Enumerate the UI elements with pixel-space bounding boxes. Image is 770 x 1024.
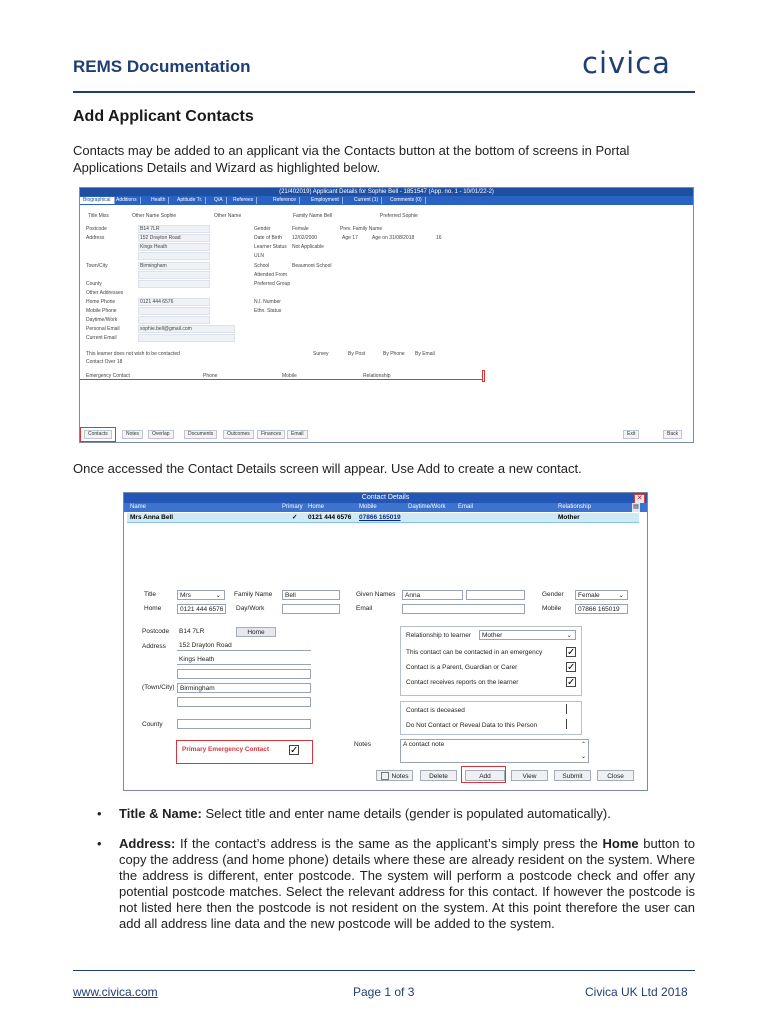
gender-label: Gender (542, 591, 564, 598)
col-primary[interactable]: Primary (282, 504, 303, 510)
documents-button[interactable]: Documents (184, 430, 217, 439)
bullet-dot-icon: • (97, 806, 102, 821)
list-item (97, 806, 695, 822)
footer-company: Civica UK Ltd 2018 (585, 985, 688, 999)
contact-email[interactable]: By Email (415, 351, 435, 357)
contacts-col-emergency: Emergency Contact (86, 373, 130, 379)
tab-health[interactable]: Health (148, 197, 169, 204)
table-row[interactable] (127, 513, 639, 523)
delete-button[interactable]: Delete (420, 770, 457, 781)
val-address-2: Kings Heath (140, 244, 168, 250)
address-line-3[interactable] (177, 669, 311, 679)
input-town-2[interactable] (138, 271, 210, 279)
intro-paragraph: Contacts may be added to an applicant via the Contacts button at the bottom of screens in Portal Applications Details and Wizard as highlighted below. (73, 143, 630, 175)
tab-qa[interactable]: Q/A (211, 197, 227, 204)
primary-contact-checkbox[interactable]: ✓ (290, 745, 299, 756)
lbl-learner-status: Learner Status (254, 244, 287, 250)
lbl-school: School (254, 263, 270, 269)
lbl-current-email: Current Email (86, 335, 117, 341)
email-label: Email (356, 605, 373, 612)
contacts-grid-header (124, 503, 647, 512)
title-value: Mrs (180, 592, 191, 599)
col-mobile[interactable]: Mobile (359, 504, 377, 510)
overlap-button[interactable]: Overlap (148, 430, 174, 439)
exit-button[interactable]: Exit (623, 430, 639, 439)
val-age-on: 16 (436, 235, 442, 241)
opt-parent-checkbox[interactable]: ✓ (567, 662, 576, 673)
close-button[interactable]: Close (597, 770, 634, 781)
finances-button[interactable]: Finances (257, 430, 285, 439)
val-learner-status: Not Applicable (292, 244, 324, 250)
address-line-2-value: Kings Heath (179, 656, 215, 663)
family-name-label: Family Name (234, 591, 273, 598)
val-personal-email: sophie.bell@gmail.com (140, 326, 192, 332)
contact-phone[interactable]: By Phone (383, 351, 405, 357)
applicant-tab-bar (80, 196, 693, 205)
add-button-highlight (461, 766, 506, 783)
chevron-down-icon: ⌄ (566, 632, 572, 639)
lbl-mobile-phone: Mobile Phone (86, 308, 117, 314)
relationship-label: Relationship to learner (406, 632, 472, 639)
given-names-label: Given Names (356, 591, 396, 598)
val-home-phone: 0121 444 6576 (140, 299, 174, 305)
footer-divider (73, 970, 695, 971)
deceased-checkbox[interactable] (566, 704, 567, 714)
daytime-input[interactable] (282, 604, 340, 614)
tab-comments[interactable]: Comments (0) (387, 197, 426, 204)
given-names-input[interactable] (402, 590, 463, 600)
given-names-input-2[interactable] (466, 590, 525, 600)
bullet-text-b: button to copy the address (and home phone) details where these are already resident on the system. Where the address is different, enter postcode. The system will perform a postcode check and offer any potential postcode matches. Select the relevant address for this contact. If however the postcode is not listed here then the postcode is not resident on the system. At this point therefore the user can add all address line data and the new postcode will be added to the system. (119, 836, 695, 931)
contacts-highlight-edge (482, 370, 485, 382)
col-email[interactable]: Email (458, 504, 474, 510)
given-names-value: Anna (405, 592, 421, 599)
lbl-uln: ULN (254, 253, 265, 259)
tab-reference[interactable]: Reference (270, 197, 300, 204)
scroll-up-icon[interactable]: ⌃ (580, 742, 586, 748)
lbl-postcode: Postcode (86, 226, 107, 232)
town-value: Birmingham (180, 685, 215, 692)
submit-button[interactable]: Submit (554, 770, 591, 781)
contacts-col-relationship: Relationship (363, 373, 391, 379)
val-address-1: 152 Drayton Road (140, 235, 181, 241)
tab-additions[interactable]: Additions (113, 197, 141, 204)
row-relationship: Mother (558, 514, 580, 521)
notes-label: Notes (354, 741, 371, 748)
field-title: Title Miss (88, 213, 109, 219)
notes-button-label: Notes (391, 773, 409, 780)
address-line-1-value: 152 Drayton Road (179, 642, 232, 649)
row-primary-check-icon: ✓ (292, 514, 298, 521)
val-dob: 12/02/2000 (292, 235, 318, 241)
town-input-2[interactable] (177, 697, 311, 707)
bullet-text: Select title and enter name details (gender is populated automatically). (201, 806, 611, 821)
town-input[interactable] (177, 683, 311, 693)
mobile-input[interactable] (575, 604, 628, 614)
notes-button-icon (381, 772, 389, 780)
val-postcode: B14 7LR (140, 226, 160, 232)
bullet-term: Address: (119, 836, 176, 851)
input-daytime[interactable] (138, 316, 210, 324)
relationship-value: Mother (482, 632, 503, 639)
tab-current[interactable]: Current (1) (351, 197, 382, 204)
chevron-down-icon: ⌄ (215, 592, 221, 599)
row-name: Mrs Anna Bell (130, 514, 174, 521)
tab-referees[interactable]: Referees (230, 197, 257, 204)
title-label: Title (144, 591, 157, 598)
lbl-county: County (86, 281, 102, 287)
close-icon[interactable]: ✕ (634, 494, 645, 504)
opt-reports-checkbox[interactable]: ✓ (567, 677, 576, 688)
document-header-title: REMS Documentation (73, 57, 251, 76)
notes-button[interactable]: Notes (122, 430, 143, 439)
county-input[interactable] (177, 719, 311, 729)
contact-details-screenshot (123, 492, 648, 791)
footer-website (73, 985, 158, 999)
col-daytime[interactable]: Daytime/Work (408, 504, 446, 510)
lbl-attended-from: Attended From (254, 272, 288, 278)
val-gender: Female (292, 226, 309, 232)
tab-aptitude[interactable]: Aptitude Tr. (174, 197, 206, 204)
address-line-2[interactable] (177, 655, 311, 665)
contacts-button[interactable]: Contacts (84, 430, 112, 439)
contacts-highlight-line (80, 379, 483, 380)
header-divider (73, 91, 695, 93)
no-reveal-label: Do Not Contact or Reveal Data to this Person (406, 722, 538, 729)
lbl-gender: Gender (254, 226, 271, 232)
opt-emergency-checkbox[interactable]: ✓ (567, 647, 576, 658)
row-home: 0121 444 6576 (308, 514, 352, 521)
outcomes-button[interactable]: Outcomes (223, 430, 254, 439)
lbl-other-addresses: Other Addresses (86, 290, 124, 296)
contacts-col-phone: Phone (203, 373, 218, 379)
relationship-select[interactable] (479, 630, 576, 640)
home-address-button[interactable]: Home (236, 627, 276, 637)
contact-post[interactable]: By Post (348, 351, 366, 357)
val-town: Birmingham (140, 263, 167, 269)
civica-logo: civica (582, 46, 671, 80)
lbl-preferred-group: Preferred Group (254, 281, 291, 287)
col-name[interactable]: Name (130, 504, 147, 510)
val-age: Age 17 (342, 235, 358, 241)
tab-employment[interactable]: Employment (308, 197, 343, 204)
email-input[interactable] (402, 604, 525, 614)
opt-parent-label: Contact is a Parent, Guardian or Carer (406, 664, 518, 671)
lbl-prev-family-name: Prev. Family Name (340, 226, 383, 232)
family-name-value: Bell (285, 592, 296, 599)
grid-menu-icon[interactable]: ▤ (633, 504, 639, 510)
address-line-1[interactable] (177, 641, 311, 651)
opt-emergency-label: This contact can be contacted in an emergency (406, 649, 543, 656)
mobile-value: 07866 165019 (578, 606, 620, 613)
contact-over-18: Contact Over 18 (86, 359, 123, 365)
input-address-3[interactable] (138, 252, 210, 260)
chevron-down-icon: ⌄ (618, 592, 624, 599)
notes-button[interactable] (376, 770, 413, 781)
bullet-text-a: If the contact’s address is the same as the applicant’s simply press the (175, 836, 603, 851)
gender-value: Female (578, 592, 600, 599)
add-button[interactable]: Add (465, 770, 505, 781)
contact-survey[interactable]: Survey (313, 351, 329, 357)
field-preferred-name: Preferred Sophie (380, 213, 418, 219)
email-button[interactable]: Email (287, 430, 308, 439)
input-current-email[interactable] (138, 334, 235, 342)
lbl-ethn-status: Ethn. Status (254, 308, 282, 314)
field-other-name-1: Other Name Sophie (132, 213, 177, 219)
lbl-dob: Date of Birth (254, 235, 282, 241)
col-home[interactable]: Home (308, 504, 325, 510)
lbl-home-phone: Home Phone (86, 299, 116, 305)
applicant-window-title: (21/402019) Applicant Details for Sophie Bell - 1851547 (App. no. 1 - 10/01/22-2) (80, 188, 693, 196)
primary-contact-label: Primary Emergency Contact (182, 746, 270, 753)
input-mobile[interactable] (138, 307, 210, 315)
section-title: Add Applicant Contacts (73, 108, 254, 125)
town-label: (Town/City) (142, 684, 175, 691)
bullet-dot-icon: • (97, 836, 102, 851)
home-phone-value: 0121 444 6576 (180, 606, 224, 613)
list-item (97, 836, 695, 932)
lbl-age-on: Age on 31/08/2018 (372, 235, 415, 241)
bullet-term-home: Home (602, 836, 639, 851)
lbl-daytime: Daytime/Work (86, 317, 118, 323)
notes-value: A contact note (403, 741, 445, 748)
daytime-label: Day/Work (236, 605, 265, 612)
view-button[interactable]: View (511, 770, 548, 781)
applicant-details-screenshot (79, 187, 694, 443)
home-phone-input[interactable] (177, 604, 226, 614)
col-relationship[interactable]: Relationship (558, 504, 592, 510)
val-school: Beaumont School (292, 263, 332, 269)
tab-biographical[interactable]: Biographical (80, 197, 115, 204)
opt-reports-label: Contact receives reports on the learner (406, 679, 519, 686)
home-phone-label: Home (144, 605, 162, 612)
lbl-personal-email: Personal Email (86, 326, 120, 332)
lbl-address: Address (86, 235, 105, 241)
lbl-town: Town/City (86, 263, 108, 269)
contact-details-title: Contact Details (124, 493, 647, 503)
footer-page-number: Page 1 of 3 (353, 985, 415, 999)
input-county[interactable] (138, 280, 210, 288)
gender-select[interactable] (575, 590, 628, 600)
field-other-name-2: Other Name (214, 213, 242, 219)
title-select[interactable] (177, 590, 225, 600)
lbl-ni-number: N.I. Number (254, 299, 281, 305)
consent-text: This learner does not wish to be contacted (86, 351, 180, 357)
postcode-value: B14 7LR (179, 628, 205, 635)
website-link[interactable]: www.civica.com (73, 985, 158, 999)
notes-textarea[interactable] (400, 739, 589, 763)
back-button[interactable]: Back (663, 430, 682, 439)
contacts-col-mobile: Mobile (282, 373, 297, 379)
deceased-label: Contact is deceased (406, 707, 465, 714)
family-name-input[interactable] (282, 590, 340, 600)
row-mobile[interactable]: 07866 165019 (359, 514, 401, 521)
contacts-button-highlight (80, 427, 116, 442)
scroll-down-icon[interactable]: ⌄ (580, 754, 586, 760)
postcode-label: Postcode (142, 628, 170, 635)
address-label: Address (142, 643, 166, 650)
instruction-list (97, 806, 695, 932)
mobile-label: Mobile (542, 605, 562, 612)
field-family-name: Family Name Bell (293, 213, 333, 219)
after-screenshot-paragraph: Once accessed the Contact Details screen will appear. Use Add to create a new contact. (73, 461, 582, 476)
county-label: County (142, 721, 163, 728)
bullet-term: Title & Name: (119, 806, 202, 821)
no-reveal-checkbox[interactable] (566, 719, 567, 729)
